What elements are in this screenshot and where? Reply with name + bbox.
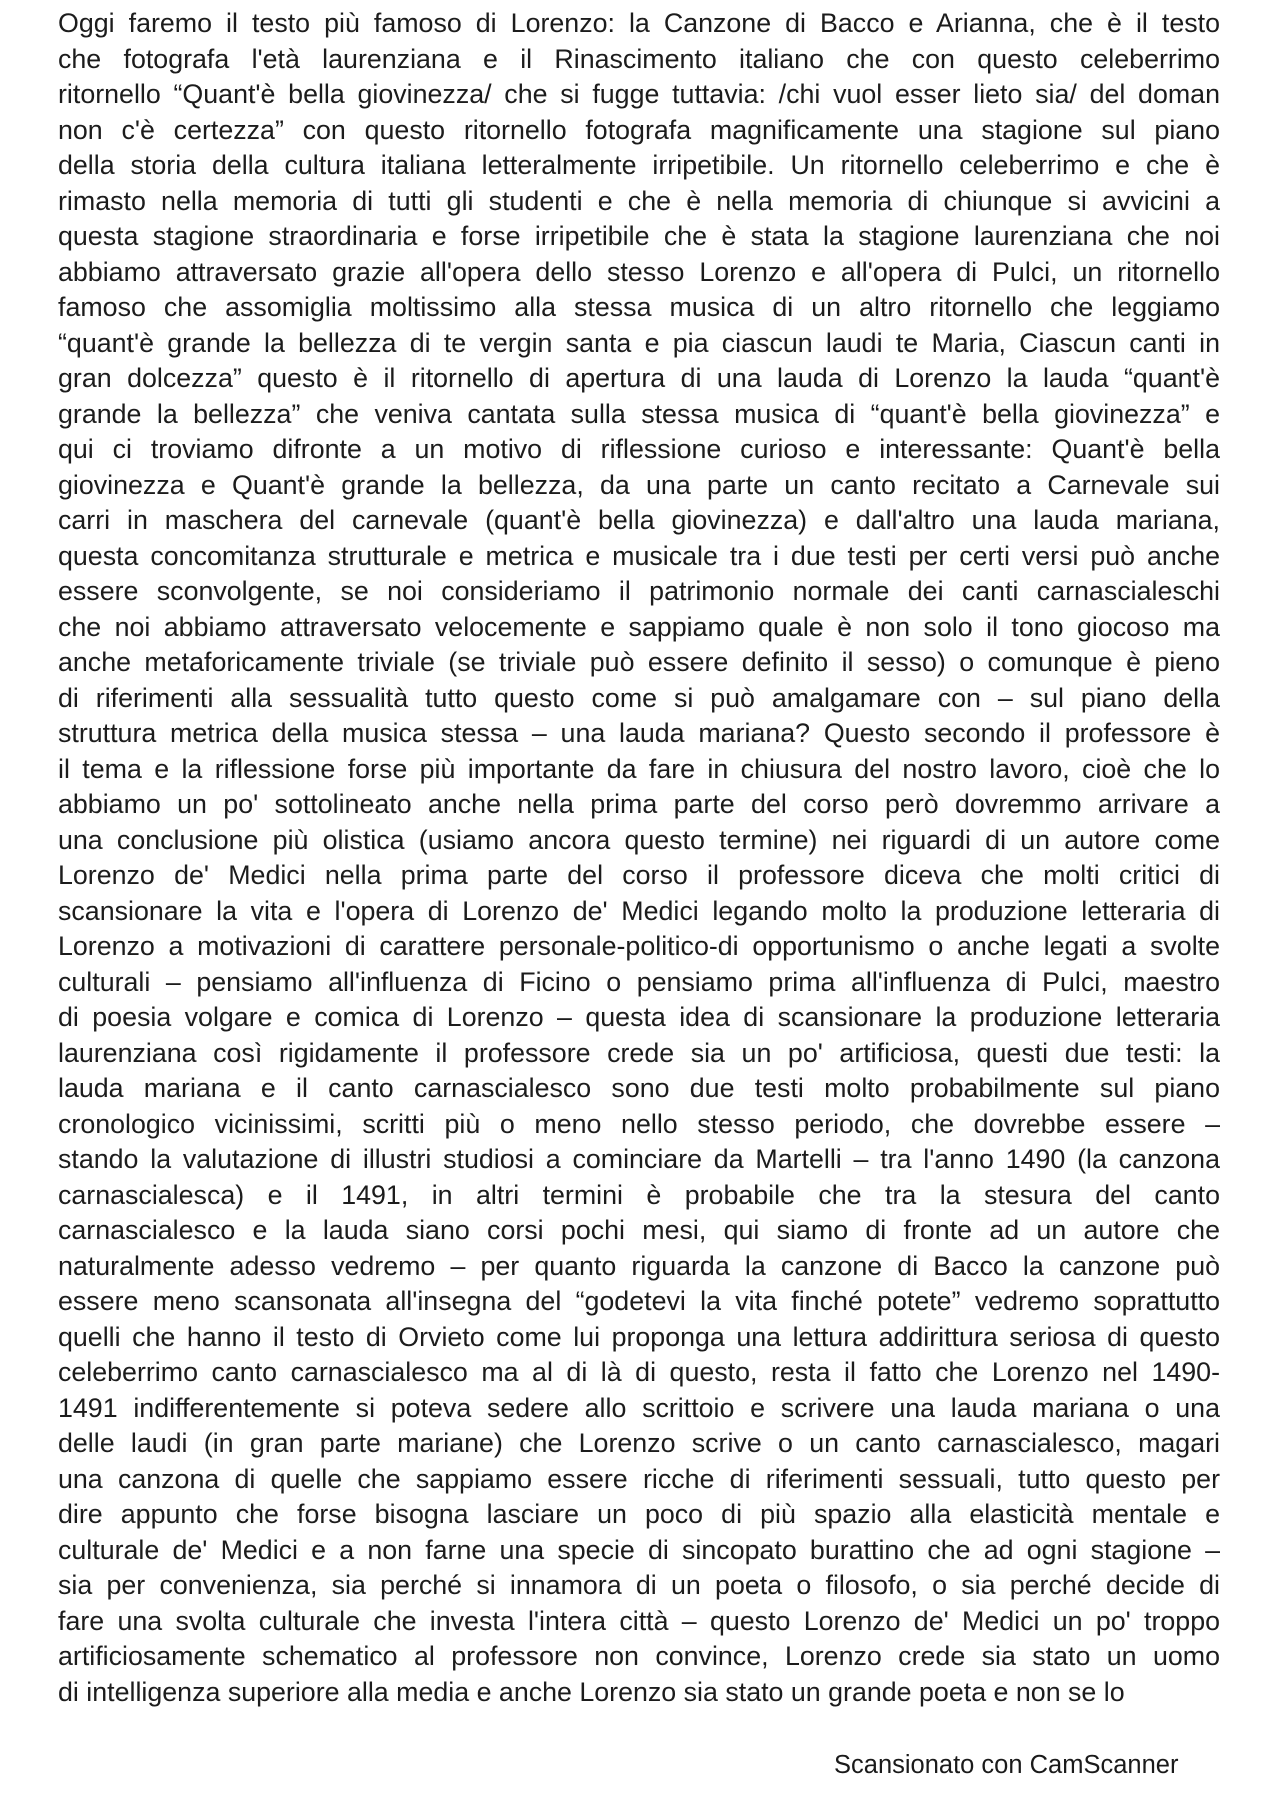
text-line: essere sconvolgente, se noi consideriamo il patrimonio normale dei canti carnascialeschi	[58, 576, 1220, 606]
camscanner-watermark: Scansionato con CamScanner	[834, 1751, 1179, 1779]
text-line: scansionare la vita e l'opera di Lorenzo de' Medici legando molto la produzione letteraria di	[58, 895, 1220, 926]
text-line: che fotografa l'età laurenziana e il Rinascimento italiano che con questo celeberrimo	[58, 43, 1220, 74]
text-line: naturalmente adesso vedremo – per quanto riguarda la canzone di Bacco la canzone può	[58, 1250, 1220, 1281]
text-line: Lorenzo de' Medici nella prima parte del corso il professore diceva che molti critici di	[58, 860, 1220, 890]
text-line: “quant'è grande la bellezza di te vergin santa e pia ciascun laudi te Maria, Ciascun canti in	[58, 327, 1220, 358]
text-line: questa stagione straordinaria e forse irripetibile che è stata la stagione laurenziana che noi	[58, 221, 1220, 251]
text-line: struttura metrica della musica stessa – una lauda mariana? Questo secondo il professore è	[58, 718, 1220, 748]
text-line: questa concomitanza strutturale e metrica e musicale tra i due testi per certi versi può anche	[58, 540, 1220, 571]
text-line: carnascialesca) e il 1491, in altri termini è probabile che tra la stesura del canto	[58, 1179, 1220, 1210]
text-line: di poesia volgare e comica di Lorenzo – questa idea di scansionare la produzione letteraria	[58, 1002, 1220, 1032]
text-line: delle laudi (in gran parte mariane) che Lorenzo scrive o un canto carnascialesco, magari	[58, 1428, 1220, 1458]
text-line: culturale de' Medici e a non farne una specie di sincopato burattino che ad ogni stagione –	[58, 1534, 1220, 1565]
text-line: di intelligenza superiore alla media e anche Lorenzo sia stato un grande poeta e non se lo	[58, 1676, 1125, 1707]
text-line: il tema e la riflessione forse più importante da fare in chiusura del nostro lavoro, cioè che lo	[58, 753, 1220, 784]
text-line: Lorenzo a motivazioni di carattere personale-politico-di opportunismo o anche legati a svolte	[58, 931, 1220, 961]
text-line: quelli che hanno il testo di Orvieto come lui proponga una lettura addirittura seriosa di questo	[58, 1321, 1220, 1352]
text-line: giovinezza e Quant'è grande la bellezza, da una parte un canto recitato a Carnevale sui	[58, 469, 1220, 500]
text-line: gran dolcezza” questo è il ritornello di apertura di una lauda di Lorenzo la lauda “quant'è	[58, 363, 1220, 393]
text-line: famoso che assomiglia moltissimo alla stessa musica di un altro ritornello che leggiamo	[58, 292, 1220, 322]
text-line: essere meno scansonata all'insegna del “godetevi la vita finché potete” vedremo soprattutto	[58, 1286, 1220, 1316]
text-line: ritornello “Quant'è bella giovinezza/ che si fugge tuttavia: /chi vuol esser lieto sia/ del doman	[58, 79, 1220, 109]
text-line: carnascialesco e la lauda siano corsi pochi mesi, qui siamo di fronte ad un autore che	[58, 1215, 1220, 1245]
text-line: lauda mariana e il canto carnascialesco sono due testi molto probabilmente sul piano	[58, 1073, 1220, 1103]
text-line: sia per convenienza, sia perché si innamora di un poeta o filosofo, o sia perché decide di	[58, 1570, 1220, 1600]
text-line: Oggi faremo il testo più famoso di Lorenzo: la Canzone di Bacco e Arianna, che è il testo	[58, 8, 1220, 38]
text-line: celeberrimo canto carnascialesco ma al di là di questo, resta il fatto che Lorenzo nel 1490-	[58, 1357, 1220, 1387]
text-line: laurenziana così rigidamente il professore crede sia un po' artificiosa, questi due testi: la	[58, 1037, 1220, 1068]
text-line: di riferimenti alla sessualità tutto questo come si può amalgamare con – sul piano della	[58, 682, 1220, 713]
text-line: stando la valutazione di illustri studiosi a cominciare da Martelli – tra l'anno 1490 (la canzona	[58, 1144, 1220, 1174]
text-line: che noi abbiamo attraversato velocemente e sappiamo quale è non solo il tono giocoso ma	[58, 611, 1220, 642]
text-line: grande la bellezza” che veniva cantata sulla stessa musica di “quant'è bella giovinezza” e	[58, 398, 1220, 429]
text-line: non c'è certezza” con questo ritornello fotografa magnificamente una stagione sul piano	[58, 114, 1220, 145]
text-line: 1491 indifferentemente si poteva sedere allo scrittoio e scrivere una lauda mariana o una	[58, 1392, 1220, 1423]
text-line: abbiamo attraversato grazie all'opera dello stesso Lorenzo e all'opera di Pulci, un ritornello	[58, 256, 1220, 287]
text-line: anche metaforicamente triviale (se triviale può essere definito il sesso) o comunque è pieno	[58, 647, 1220, 677]
document-body-text	[58, 6, 1220, 1710]
text-line: dire appunto che forse bisogna lasciare un poco di più spazio alla elasticità mentale e	[58, 1499, 1220, 1529]
text-line: fare una svolta culturale che investa l'intera città – questo Lorenzo de' Medici un po' troppo	[58, 1605, 1220, 1636]
text-line: qui ci troviamo difronte a un motivo di riflessione curioso e interessante: Quant'è bella	[58, 434, 1220, 464]
text-line: una canzona di quelle che sappiamo essere ricche di riferimenti sessuali, tutto questo per	[58, 1463, 1220, 1494]
text-line: carri in maschera del carnevale (quant'è bella giovinezza) e dall'altro una lauda mariana,	[58, 505, 1220, 535]
text-line: una conclusione più olistica (usiamo ancora questo termine) nei riguardi di un autore come	[58, 824, 1220, 855]
text-line: della storia della cultura italiana letteralmente irripetibile. Un ritornello celeberrimo e che è	[58, 150, 1220, 180]
text-line: cronologico vicinissimi, scritti più o meno nello stesso periodo, che dovrebbe essere –	[58, 1108, 1220, 1139]
text-line: abbiamo un po' sottolineato anche nella prima parte del corso però dovremmo arrivare a	[58, 789, 1220, 819]
text-line: rimasto nella memoria di tutti gli studenti e che è nella memoria di chiunque si avvicini a	[58, 185, 1220, 216]
text-line: artificiosamente schematico al professore non convince, Lorenzo crede sia stato un uomo	[58, 1641, 1220, 1671]
text-line: culturali – pensiamo all'influenza di Ficino o pensiamo prima all'influenza di Pulci, maestro	[58, 966, 1220, 997]
